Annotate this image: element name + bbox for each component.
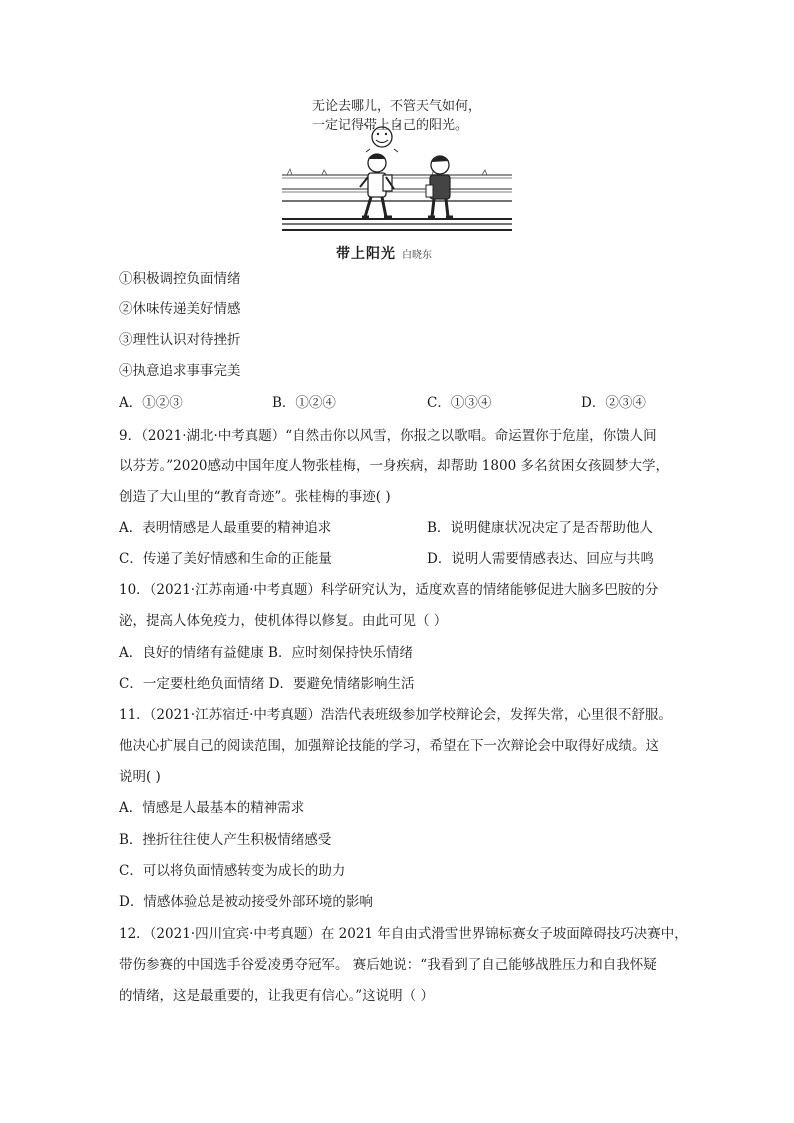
cartoon-caption bbox=[336, 243, 432, 263]
statement-2: ②休味传递美好情感 bbox=[119, 301, 241, 317]
q9-option-b: B．说明健康状况决定了是否帮助他人 bbox=[427, 520, 653, 536]
cartoon-illustration bbox=[282, 93, 512, 233]
q9-option-a: A．表明情感是人最重要的精神追求 bbox=[119, 520, 332, 536]
q11-line-3: 说明( ) bbox=[119, 769, 161, 785]
q10-options-line-2: C．一定要杜绝负面情绪 D．要避免情绪影响生活 bbox=[119, 676, 415, 692]
cartoon-text-line-1: 无论去哪儿，不管天气如何， bbox=[312, 99, 482, 114]
q9-line-1: 9．（2021·湖北·中考真题）“自然击你以风雪，你报之以歌唱。命运置你于危崖，你馈人间 bbox=[119, 428, 657, 444]
q11-option-c: C．可以将负面情感转变为成长的助力 bbox=[119, 863, 346, 879]
q10-line-2: 泌，提高人体免疫力，使机体得以修复。由此可见（ ） bbox=[119, 613, 448, 629]
cartoon-author: 白晓东 bbox=[402, 250, 432, 261]
q9-line-3: 创造了大山里的“教育奇迹”。张桂梅的事迹( ) bbox=[119, 489, 391, 505]
statement-1: ①积极调控负面情绪 bbox=[119, 271, 241, 287]
q11-line-1: 11．（2021·江苏宿迁·中考真题）浩浩代表班级参加学校辩论会，发挥失常，心里很不舒服。 bbox=[119, 707, 672, 723]
q8-option-c: C．①③④ bbox=[427, 395, 492, 411]
q9-option-d: D．说明人需要情感表达、回应与共鸣 bbox=[427, 551, 654, 567]
q8-option-d: D．②③④ bbox=[581, 395, 646, 411]
cartoon-caption-text bbox=[312, 97, 481, 135]
statement-3: ③理性认识对待挫折 bbox=[119, 332, 241, 348]
q11-option-d: D．情感体验总是被动接受外部环境的影响 bbox=[119, 894, 373, 910]
statement-4: ④执意追求事事完美 bbox=[119, 363, 241, 379]
q12-line-1: 12．（2021·四川宜宾·中考真题）在 2021 年自由式滑雪世界锦标赛女子坡面障碍技巧决赛中， bbox=[119, 926, 688, 942]
q11-option-a: A．情感是人最基本的精神需求 bbox=[119, 800, 305, 816]
q10-line-1: 10．（2021·江苏南通·中考真题）科学研究认为，适度欢喜的情绪能够促进大脑多巴胺的分 bbox=[119, 582, 659, 598]
q8-option-a: A．①②③ bbox=[119, 395, 183, 411]
q10-options-line-1: A．良好的情绪有益健康 B．应时刻保持快乐情绪 bbox=[119, 645, 413, 661]
q11-line-2: 他决心扩展自己的阅读范围，加强辩论技能的学习，希望在下一次辩论会中取得好成绩。这 bbox=[119, 738, 659, 754]
q11-option-b: B．挫折往往使人产生积极情绪感受 bbox=[119, 832, 332, 848]
q9-option-c: C．传递了美好情感和生命的正能量 bbox=[119, 551, 332, 567]
cartoon-text-line-2: 一定记得带上自己的阳光。 bbox=[312, 118, 469, 133]
q8-option-b: B．①②④ bbox=[272, 395, 336, 411]
cartoon-title: 带上阳光 bbox=[336, 246, 396, 262]
q12-line-2: 带伤参赛的中国选手谷爱凌勇夺冠军。 赛后她说：“我看到了自己能够战胜压力和自我怀疑 bbox=[119, 957, 657, 973]
q12-line-3: 的情绪，这是最重要的，让我更有信心。”这说明（ ） bbox=[119, 988, 434, 1004]
q9-line-2: 以芬芳。”2020感动中国年度人物张桂梅，一身疾病，却帮助 1800 多名贫困女孩圆梦大学， bbox=[119, 458, 669, 474]
